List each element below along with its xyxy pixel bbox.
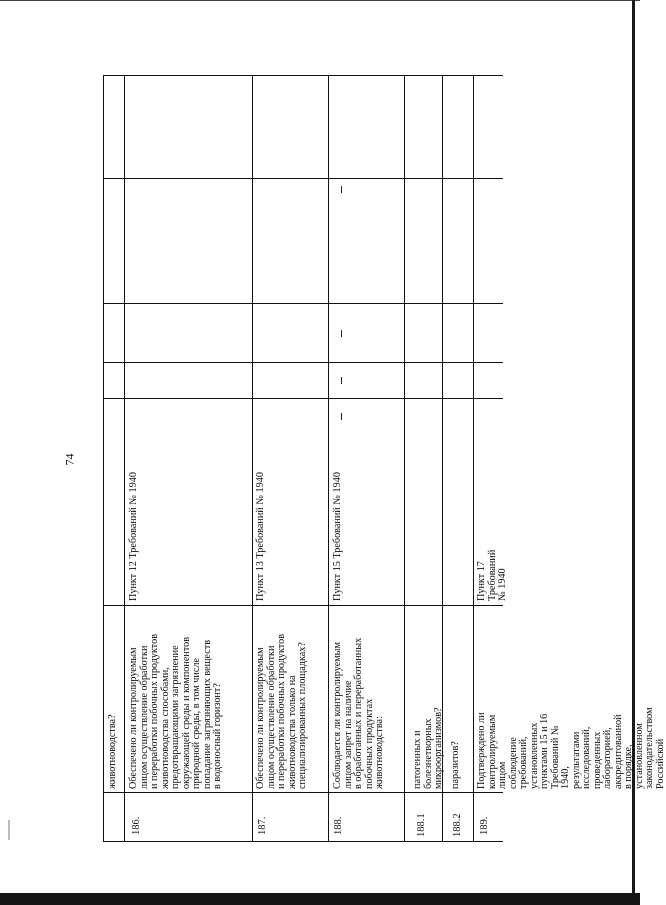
row-number: 188.1 xyxy=(416,813,427,837)
table-line-left xyxy=(103,75,104,841)
row-separator-188-1 xyxy=(404,75,405,841)
question-text: Соблюдается ли контролируемым лицом запрет на наличие в обработанных и переработанных побочных продуктах животноводства: xyxy=(332,637,385,789)
table-line-number-col xyxy=(103,792,503,793)
row-number: 188.2 xyxy=(452,813,463,837)
row-separator-189 xyxy=(473,75,474,841)
dash-mark xyxy=(341,330,342,337)
scan-left-mark xyxy=(8,820,10,840)
table-line-top xyxy=(103,75,503,76)
reference-text: Пункт 15 Требований № 1940 xyxy=(332,472,343,601)
question-text: Подтверждено ли контролируемым лицом соблюдение требований, установленных пунктами 15 и 16 Требований № 1940, результатами исследований, проведенных лабораторией, аккредитованной в порядке, установленном законодательством Российской xyxy=(476,707,666,789)
row-separator-187 xyxy=(252,75,253,841)
row-separator-186 xyxy=(124,75,125,841)
question-text: Обеспечено ли контролируемым лицом осуществление обработки и переработки побочных продуктов животноводства только на специализированных площадках? xyxy=(255,633,308,789)
reference-text: Пункт 13 Требований № 1940 xyxy=(255,472,266,601)
table-line-answer-col-3 xyxy=(103,178,503,179)
scan-top-edge xyxy=(0,0,640,1)
reference-text: Пункт 12 Требований № 1940 xyxy=(128,472,139,601)
dash-mark xyxy=(341,186,342,193)
reference-text: Пункт 17 Требований № 1940 xyxy=(476,549,508,601)
dash-mark xyxy=(341,377,342,384)
table-line-bottom xyxy=(103,841,503,842)
row-number: 186. xyxy=(131,816,142,835)
table-line-answer-col-2 xyxy=(103,303,503,304)
row-number: 189. xyxy=(479,816,490,835)
question-text: паразитов? xyxy=(450,741,461,789)
row-number: 187. xyxy=(257,816,268,835)
question-text: патогенных и болезнетворных микроорганизмов? xyxy=(412,707,444,789)
table-line-answer-col-1 xyxy=(103,362,503,363)
checklist-table xyxy=(103,75,666,841)
scan-bottom-bar xyxy=(0,893,640,905)
table-line-question-col xyxy=(103,605,503,606)
page-number: 74 xyxy=(62,453,77,466)
question-text: животноводства? xyxy=(107,714,118,789)
question-text: Обеспечено ли контролируемым лицом осуществление обработки и переработки побочных продуктов животноводства способами, предотвращающими загрязнение окружающей среды и компонентов природной среды, в том числе попадание загрязняющих веществ в водоносный горизонт? xyxy=(128,633,223,789)
table-line-reference-col xyxy=(103,398,503,399)
row-number: 188. xyxy=(333,816,344,835)
row-separator-188 xyxy=(328,75,329,841)
dash-mark xyxy=(341,413,342,420)
